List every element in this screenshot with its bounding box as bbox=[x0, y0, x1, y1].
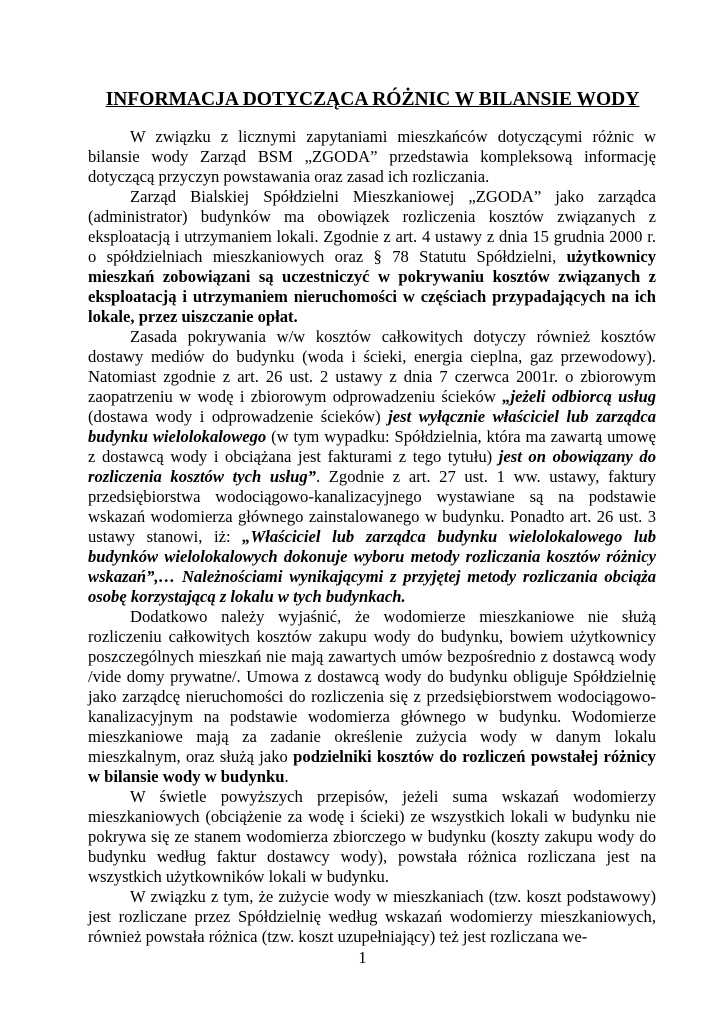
paragraph bbox=[88, 787, 656, 887]
text-run: . bbox=[284, 767, 289, 786]
document-body bbox=[88, 127, 656, 947]
text-run: Dodatkowo należy wyjaśnić, że wodomierze mieszkaniowe nie służą rozliczeniu całkowitych kosztów zakupu wody do budynku, bowiem użytkownicy poszczególnych mieszkań nie mają zawartych umów bezpośrednio z dostawcą wody /vide domy prywatne/. Umowa z dostawcą wody do budynku obliguje Spółdzielnię jako zarządcę nieruchomości do rozliczenia się z przedsiębiorstwem wodociągowo-kanalizacyjnym na podstawie wodomierza głównego w budynku. Wodomierze mieszkaniowe mają za zadanie określenie zużycia wody w danym lokalu mieszkalnym, oraz służą jako bbox=[88, 607, 656, 766]
paragraph bbox=[88, 127, 656, 187]
text-run: W związku z licznymi zapytaniami mieszkańców dotyczącymi różnic w bilansie wody Zarząd BSM „ZGODA” przedstawia kompleksową informację dotyczącą przyczyn powstawania oraz zasad ich rozliczania. bbox=[88, 127, 656, 186]
bold-italic-text-run: jest wyłącznie właściciel lub zarządca budynku wielolokalowego bbox=[88, 407, 656, 446]
text-run: W związku z tym, że zużycie wody w mieszkaniach (tzw. koszt podstawowy) jest rozliczane przez Spółdzielnię według wskazań wodomierzy mieszkaniowych, również powstała różnica (tzw. koszt uzupełniający) też jest rozliczana we- bbox=[88, 887, 656, 946]
paragraph bbox=[88, 187, 656, 327]
text-run: . Zgodnie z art. 27 ust. 1 ww. ustawy, faktury przedsiębiorstwa wodociągowo-kanalizacyjnego wystawiane są na podstawie wskazań wodomierza głównego zainstalowanego w budynku. Ponadto art. 26 ust. 3 ustawy stanowi, iż: bbox=[88, 467, 656, 546]
bold-text-run: użytkownicy mieszkań zobowiązani są uczestniczyć w pokrywaniu kosztów związanych z eksploatacją i utrzymaniem nieruchomości w częściach przypadających na ich lokale, przez uiszczanie opłat. bbox=[88, 247, 656, 326]
text-run: Zarząd Bialskiej Spółdzielni Mieszkaniowej „ZGODA” jako zarządca (administrator) budynków ma obowiązek rozliczenia kosztów związanych z eksploatacją i utrzymaniem lokali. Zgodnie z art. 4 ustawy z dnia 15 grudnia 2000 r. o spółdzielniach mieszkaniowych oraz § 78 Statutu Spółdzielni, bbox=[88, 187, 656, 266]
bold-italic-text-run: „Właściciel lub zarządca budynku wielolokalowego lub budynków wielolokalowych dokonuje wyboru metody rozliczania kosztów różnicy wskazań”,… Należnościami wynikającymi z przyjętej metody rozliczania obciąża osobę korzystającą z lokalu w tych budynkach. bbox=[88, 527, 657, 606]
text-run: (w tym wypadku: Spółdzielnia, która ma zawartą umowę z dostawcą wody i obciążana jest fakturami z tego tytułu) bbox=[88, 427, 656, 466]
bold-italic-text-run: „jeżeli odbiorcą usług bbox=[502, 387, 656, 406]
paragraph bbox=[88, 887, 656, 947]
bold-italic-text-run: jest on obowiązany do rozliczenia kosztów tych usług” bbox=[88, 447, 656, 486]
bold-text-run: podzielniki kosztów do rozliczeń powstałej różnicy w bilansie wody w budynku bbox=[88, 747, 656, 786]
text-run: (dostawa wody i odprowadzenie ścieków) bbox=[88, 407, 389, 426]
page-title: INFORMACJA DOTYCZĄCA RÓŻNIC W BILANSIE WODY bbox=[105, 89, 640, 110]
paragraph bbox=[88, 327, 656, 607]
page-number: 1 bbox=[358, 948, 367, 967]
text-run: Zasada pokrywania w/w kosztów całkowitych dotyczy również kosztów dostawy mediów do budynku (woda i ścieki, energia cieplna, gaz przewodowy). Natomiast zgodnie z art. 26 ust. 2 ustawy z dnia 7 czerwca 2001r. o zbiorowym zaopatrzeniu w wodę i zbiorowym odprowadzeniu ścieków bbox=[88, 327, 656, 406]
paragraph bbox=[88, 607, 656, 787]
text-run: W świetle powyższych przepisów, jeżeli suma wskazań wodomierzy mieszkaniowych (obciążenie za wodę i ścieki) ze wszystkich lokali w budynku nie pokrywa się ze stanem wodomierza zbiorczego w budynku (koszty zakupu wody do budynku według faktur dostawcy wody), powstała różnica rozliczana jest na wszystkich użytkowników lokali w budynku. bbox=[88, 787, 656, 886]
